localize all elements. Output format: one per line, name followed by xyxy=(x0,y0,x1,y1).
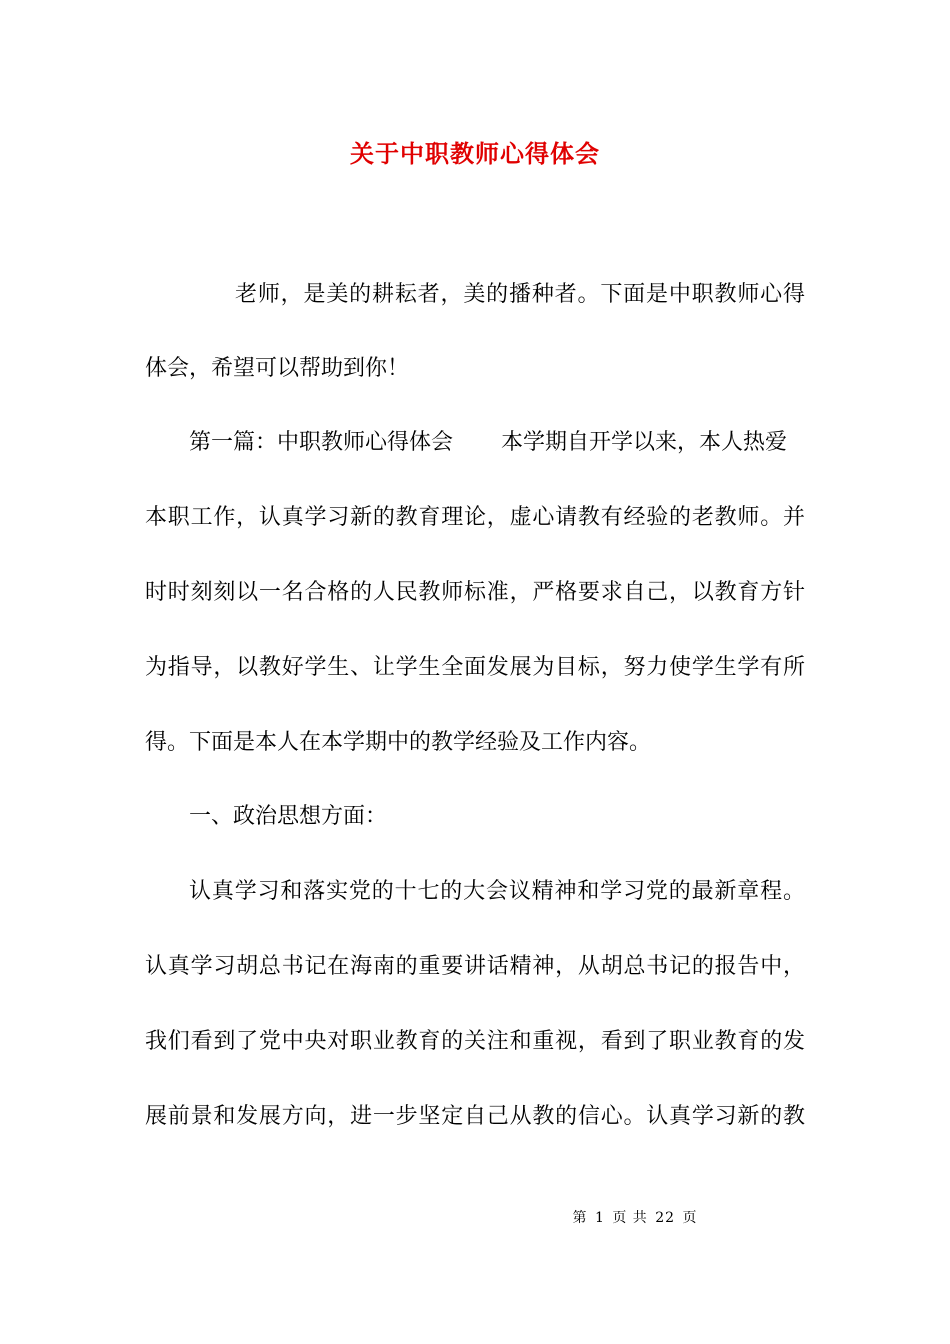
paragraph-2-line-1-text: 本学期自开学以来，本人热爱 xyxy=(501,430,788,455)
footer-prefix: 第 xyxy=(572,1210,588,1226)
paragraph-2-line-5: 得。下面是本人在本学期中的教学经验及工作内容。 xyxy=(145,730,652,755)
section-heading: 第一篇：中职教师心得体会 xyxy=(189,430,454,455)
paragraph-4-line-3: 我们看到了党中央对职业教育的关注和重视，看到了职业教育的发 xyxy=(145,1029,805,1054)
paragraph-4-line-4: 展前景和发展方向，进一步坚定自己从教的信心。认真学习新的教 xyxy=(145,1104,805,1129)
paragraph-2-line-4: 为指导，以教好学生、让学生全面发展为目标，努力使学生学有所 xyxy=(145,655,805,680)
paragraph-1-line-1: 老师，是美的耕耘者，美的播种者。下面是中职教师心得 xyxy=(235,282,805,307)
paragraph-4-line-1: 认真学习和落实党的十七的大会议精神和学习党的最新章程。 xyxy=(189,879,805,904)
footer-suffix: 页 xyxy=(682,1210,698,1226)
footer-middle: 页 共 xyxy=(612,1210,648,1226)
footer-total-pages: 22 xyxy=(655,1210,676,1226)
paragraph-2-line-2: 本职工作，认真学习新的教育理论，虚心请教有经验的老教师。并 xyxy=(145,505,805,530)
document-title: 关于中职教师心得体会 xyxy=(350,139,600,168)
paragraph-2-line-3: 时时刻刻以一名合格的人民教师标准，严格要求自己，以教育方针 xyxy=(145,580,805,605)
page-footer xyxy=(0,1207,950,1227)
paragraph-4-line-2: 认真学习胡总书记在海南的重要讲话精神，从胡总书记的报告中， xyxy=(145,954,805,979)
paragraph-2-line-1 xyxy=(189,428,805,458)
paragraph-1-line-2: 体会，希望可以帮助到你！ xyxy=(145,356,410,381)
section-heading-politics: 一、政治思想方面： xyxy=(189,804,388,829)
footer-current-page: 1 xyxy=(594,1210,605,1226)
